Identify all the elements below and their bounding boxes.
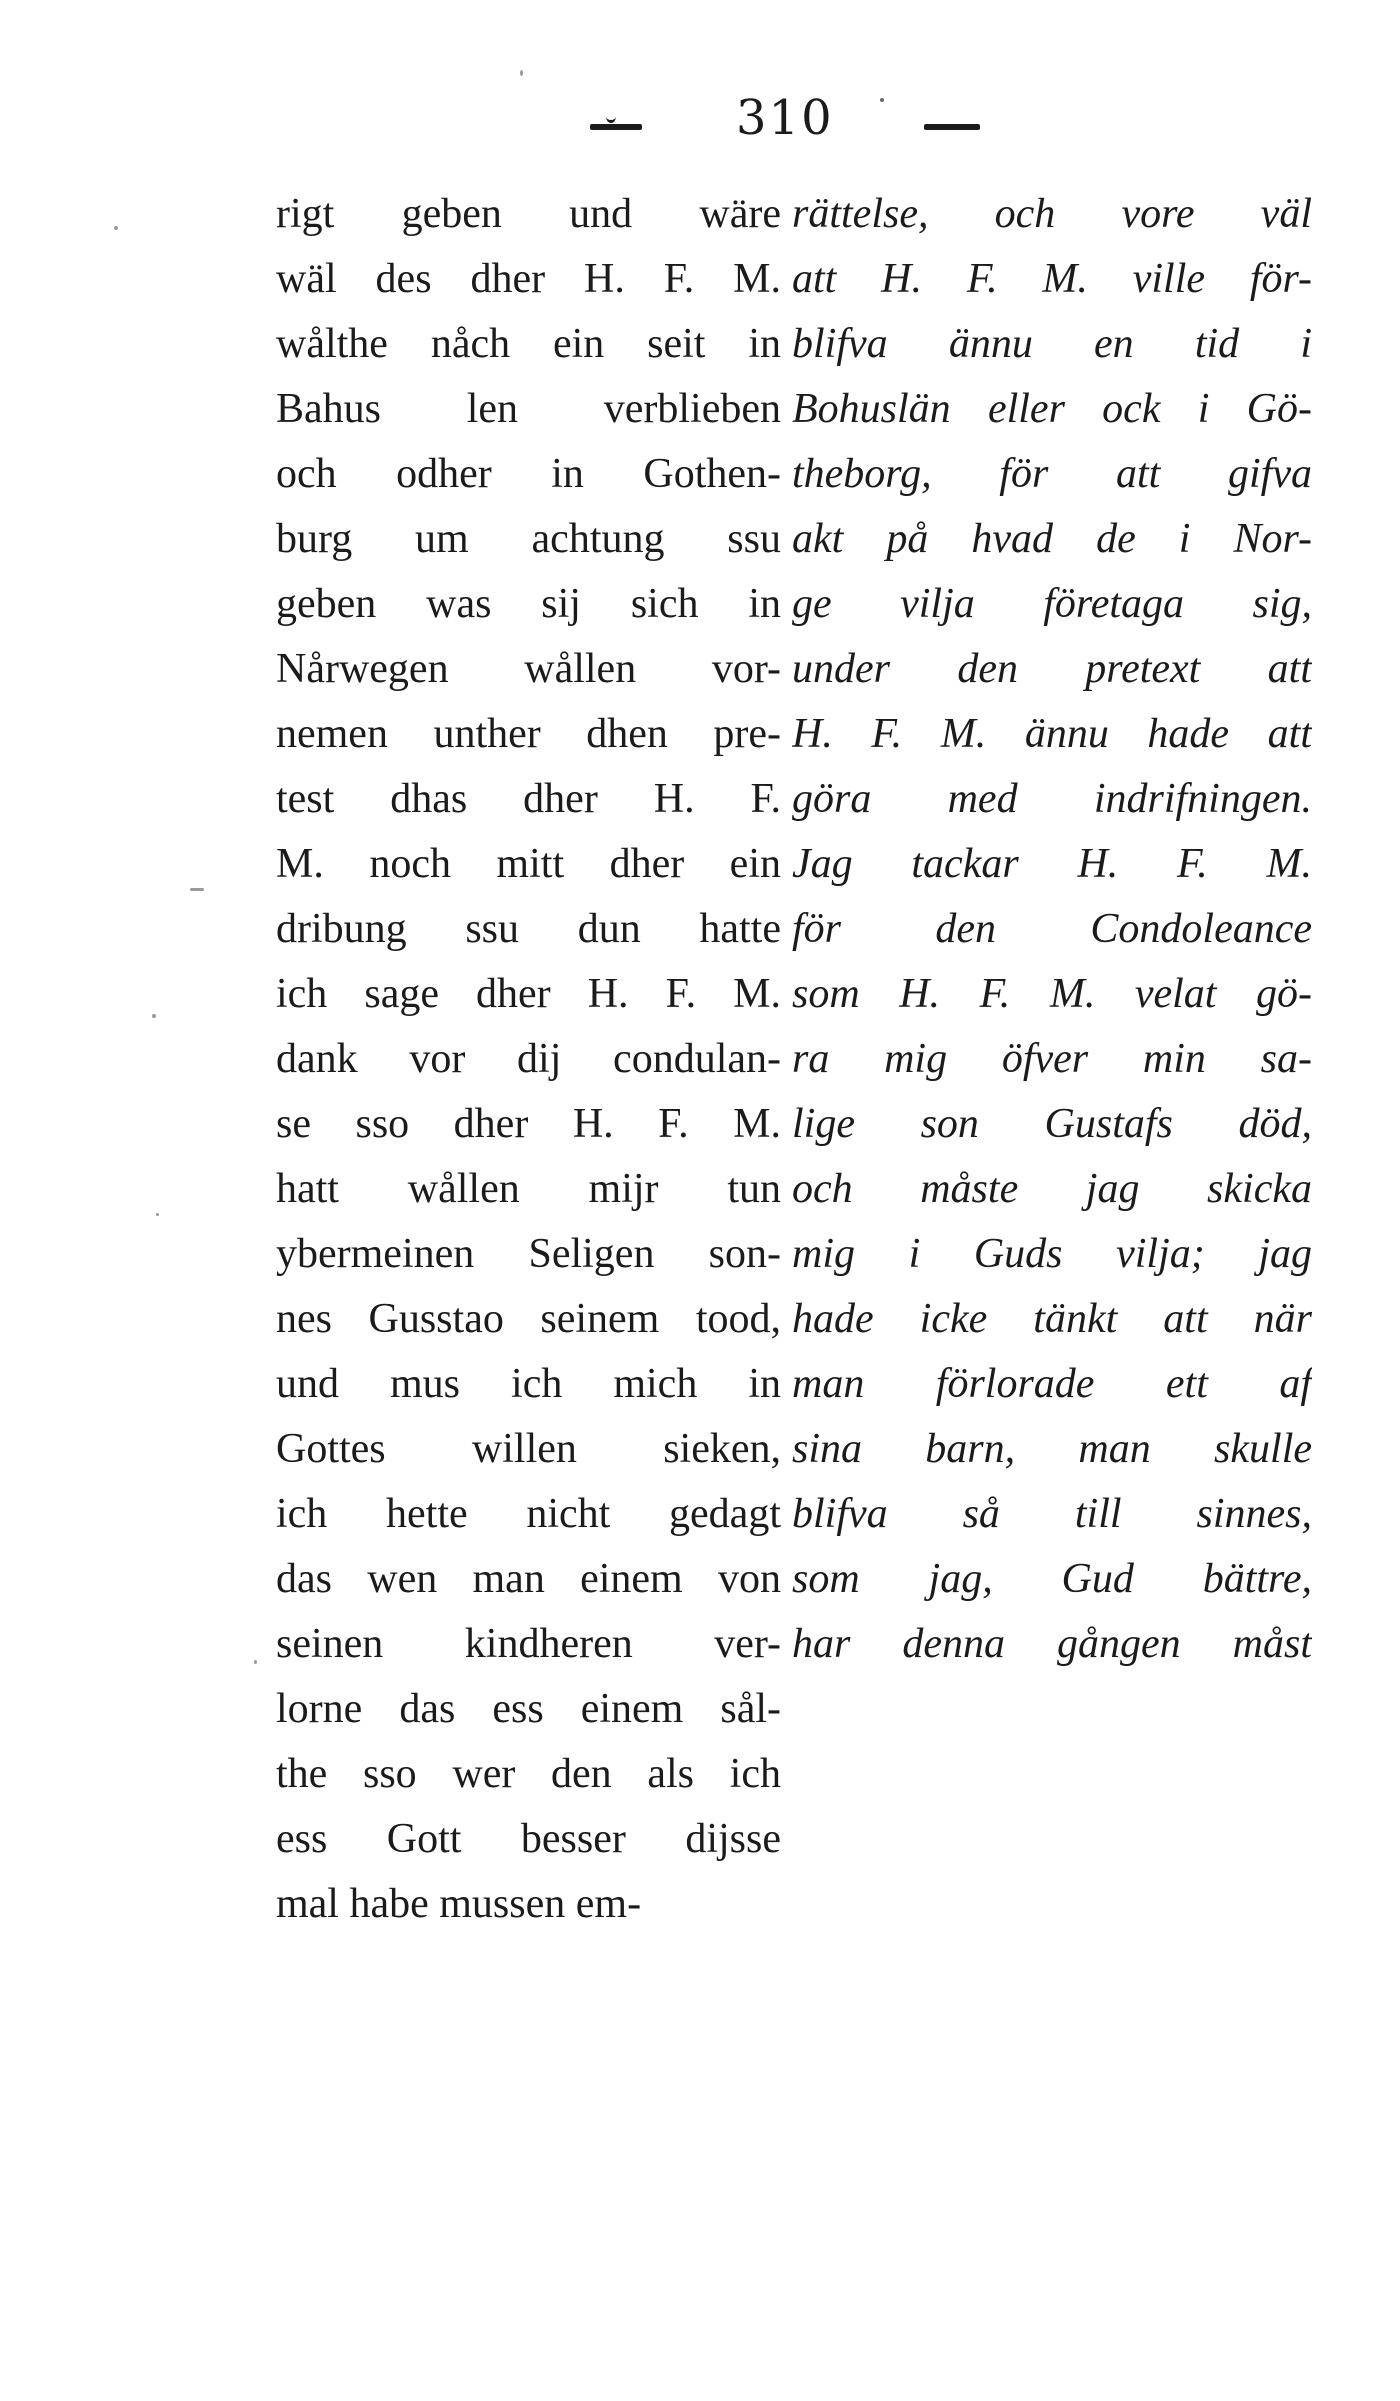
german-text-column xyxy=(276,182,781,1937)
header-ornament-left xyxy=(590,124,642,130)
german-line: Nårwegen wållen vor- xyxy=(276,646,781,692)
german-line: ybermeinen Seligen son- xyxy=(276,1231,781,1277)
swedish-line: under den pretext att xyxy=(792,646,1312,692)
swedish-line: lige son Gustafs död, xyxy=(792,1101,1312,1147)
german-line: und mus ich mich in xyxy=(276,1361,781,1407)
german-line: dribung ssu dun hatte xyxy=(276,906,781,952)
header-ornament-right xyxy=(924,124,980,130)
swedish-line: rättelse, och vore väl xyxy=(792,191,1312,237)
german-line: das wen man einem von xyxy=(276,1556,781,1602)
paper-speck xyxy=(156,1213,159,1216)
page-number: 310 xyxy=(736,90,834,146)
german-line: lorne das ess einem sål- xyxy=(276,1686,781,1732)
swedish-text-column xyxy=(792,182,1312,1677)
german-line: rigt geben und wäre xyxy=(276,191,781,237)
german-line: Gottes willen sieken, xyxy=(276,1426,781,1472)
german-line: wålthe nåch ein seit in xyxy=(276,321,781,367)
german-line: M. noch mitt dher ein xyxy=(276,841,781,887)
swedish-line: theborg, för att gifva xyxy=(792,451,1312,497)
swedish-line: man förlorade ett af xyxy=(792,1361,1312,1407)
swedish-line: ra mig öfver min sa- xyxy=(792,1036,1312,1082)
swedish-line: ge vilja företaga sig, xyxy=(792,581,1312,627)
german-line: och odher in Gothen- xyxy=(276,451,781,497)
german-line: burg um achtung ssu xyxy=(276,516,781,562)
german-line: se sso dher H. F. M. xyxy=(276,1101,781,1147)
swedish-line: hade icke tänkt att när xyxy=(792,1296,1312,1342)
swedish-line: sina barn, man skulle xyxy=(792,1426,1312,1472)
swedish-line: att H. F. M. ville för- xyxy=(792,256,1312,302)
swedish-line: akt på hvad de i Nor- xyxy=(792,516,1312,562)
swedish-line: och måste jag skicka xyxy=(792,1166,1312,1212)
german-line: geben was sij sich in xyxy=(276,581,781,627)
german-line: ich sage dher H. F. M. xyxy=(276,971,781,1017)
header-speck xyxy=(880,98,884,102)
german-line: mal habe mussen em- xyxy=(276,1881,642,1927)
swedish-line: H. F. M. ännu hade att xyxy=(792,711,1312,757)
german-line: test dhas dher H. F. xyxy=(276,776,781,822)
german-line: Bahus len verblieben xyxy=(276,386,781,432)
german-line: wäl des dher H. F. M. xyxy=(276,256,781,302)
swedish-line: göra med indrifningen. xyxy=(792,776,1312,822)
german-line: nes Gusstao seinem tood, xyxy=(276,1296,781,1342)
german-line: ess Gott besser dijsse xyxy=(276,1816,781,1862)
paper-speck xyxy=(114,226,118,230)
german-line: nemen unther dhen pre- xyxy=(276,711,781,757)
swedish-line: Jag tackar H. F. M. xyxy=(792,841,1312,887)
german-line: dank vor dij condulan- xyxy=(276,1036,781,1082)
paper-speck xyxy=(520,70,523,76)
swedish-line: Bohuslän eller ock i Gö- xyxy=(792,386,1312,432)
swedish-line: som H. F. M. velat gö- xyxy=(792,971,1312,1017)
german-line: seinen kindheren ver- xyxy=(276,1621,781,1667)
paper-speck xyxy=(190,888,204,891)
swedish-line: blifva så till sinnes, xyxy=(792,1491,1312,1537)
swedish-line: som jag, Gud bättre, xyxy=(792,1556,1312,1602)
swedish-line: har denna gången måst xyxy=(792,1621,1312,1667)
german-line: ich hette nicht gedagt xyxy=(276,1491,781,1537)
page-header xyxy=(0,88,1400,148)
german-line: hatt wållen mijr tun xyxy=(276,1166,781,1212)
german-line: the sso wer den als ich xyxy=(276,1751,781,1797)
swedish-line: blifva ännu en tid i xyxy=(792,321,1312,367)
paper-speck xyxy=(254,1660,257,1664)
swedish-line: mig i Guds vilja; jag xyxy=(792,1231,1312,1277)
paper-speck xyxy=(152,1014,156,1018)
swedish-line: för den Condoleance xyxy=(792,906,1312,952)
